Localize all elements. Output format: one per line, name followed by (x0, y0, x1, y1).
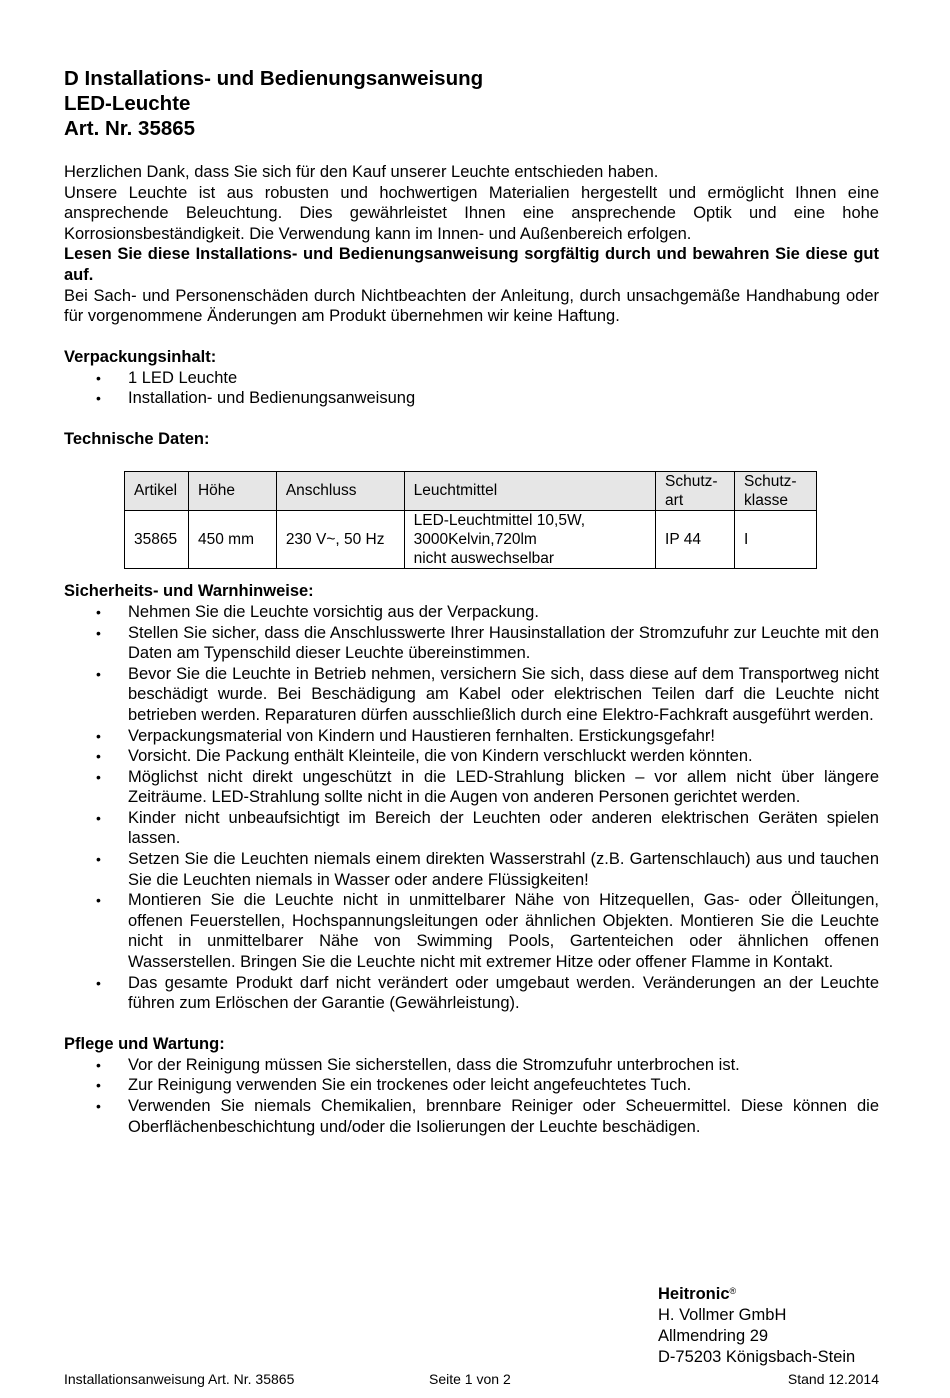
company-city: D-75203 Königsbach-Stein (658, 1348, 856, 1366)
list-item: • Installation- und Bedienungsanweisung (64, 388, 879, 409)
leuchtmittel-line: nicht auswechselbar (413, 549, 555, 567)
footer-doc-ref: Installationsanweisung Art. Nr. 35865 (64, 1371, 295, 1387)
list-item: • Möglichst nicht direkt ungeschützt in die LED-Strahlung blicken – vor allem nicht über längere Zeiträume. LED-Strahlung sollte nicht in die Augen von anderen Personen gerichtet werden. (64, 767, 879, 808)
footer-date: Stand 12.2014 (787, 1371, 879, 1387)
intro-thanks: Herzlichen Dank, dass Sie sich für den Kauf unserer Leuchte entschieden haben. (64, 163, 659, 181)
specs-heading: Technische Daten: (64, 429, 210, 448)
list-item: • Verpackungsmaterial von Kindern und Haustieren fernhalten. Erstickungsgefahr! (64, 726, 879, 747)
intro-read-notice: Lesen Sie diese Installations- und Bedienungsanweisung sorgfältig durch und bewahren Sie diese gut auf. (64, 245, 879, 284)
list-item: • Kinder nicht unbeaufsichtigt im Bereich der Leuchten oder anderen elektrischen Geräten spielen lassen. (64, 808, 879, 849)
cell-anschluss: 230 V~, 50 Hz (276, 510, 404, 568)
cell-schutzart: IP 44 (656, 510, 735, 568)
leuchtmittel-line: 3000Kelvin,720lm (413, 530, 537, 548)
intro-liability: Bei Sach- und Personenschäden durch Nichtbeachten der Anleitung, durch unsachgemäße Handhabung oder für vorgenommene Änderungen am Produkt übernehmen wir keine Haftung. (64, 286, 879, 326)
safety-section (64, 581, 879, 1014)
company-street: Allmendring 29 (658, 1327, 769, 1345)
care-section (64, 1034, 879, 1137)
list-item: • Stellen Sie sicher, dass die Anschlusswerte Ihrer Hausinstallation der Stromzufuhr zur Leuchte mit den Daten am Typenschild dieser Leuchte übereinstimmen. (64, 623, 879, 664)
list-item: • Setzen Sie die Leuchten niemals einem direkten Wasserstrahl (z.B. Gartenschlauch) aus und tauchen Sie die Leuchten niemals in Wasser oder andere Flüssigkeiten! (64, 849, 879, 890)
packaging-list (64, 368, 879, 409)
table-header-row (125, 471, 817, 510)
registered-mark: ® (729, 1286, 737, 1296)
list-item: • Das gesamte Produkt darf nicht verändert oder umgebaut werden. Veränderungen an der Leuchte führen zum Erlöschen der Garantie (Gewährleistung). (64, 973, 879, 1014)
header-hoehe: Höhe (188, 471, 276, 510)
list-item: • Verwenden Sie niemals Chemikalien, brennbare Reiniger oder Scheuermittel. Diese können die Oberflächenbeschichtung und/oder die Isolierungen der Leuchte beschädigen. (64, 1096, 879, 1137)
header-anschluss: Anschluss (276, 471, 404, 510)
header-schutzart: Schutz- art (656, 471, 735, 510)
document-title: D Installations- und Bedienungsanweisung (64, 67, 484, 90)
list-item: • Zur Reinigung verwenden Sie ein trockenes oder leicht angefeuchtetes Tuch. (64, 1075, 879, 1096)
list-item: • Nehmen Sie die Leuchte vorsichtig aus der Verpackung. (64, 602, 879, 623)
care-list (64, 1055, 879, 1137)
cell-schutzklasse: I (735, 510, 817, 568)
brand-name: Heitronic (658, 1285, 730, 1303)
company-address (658, 1284, 855, 1368)
intro-section (64, 162, 879, 327)
list-item: • Montieren Sie die Leuchte nicht in unmittelbarer Nähe von Hitzequellen, Gas- oder Ölleitungen, offenen Feuerstellen, Hochspannungsleitungen oder ähnlichen Objekten. Montieren Sie die Leuchte nicht in unmittelbarer Nähe von Swimming Pools, Gartenteichen oder ähnlichen offenen Wasserstellen. Bringen Sie die Leuchte nicht mit extremer Hitze oder offener Flamme in Kontakt. (64, 890, 879, 972)
company-name: H. Vollmer GmbH (658, 1306, 787, 1324)
article-number: Art. Nr. 35865 (64, 117, 196, 140)
specs-section (64, 429, 879, 569)
cell-artikel: 35865 (125, 510, 189, 568)
header-schutzklasse: Schutz- klasse (735, 471, 817, 510)
list-item: • Bevor Sie die Leuchte in Betrieb nehmen, versichern Sie sich, dass diese auf dem Transportweg nicht beschädigt wurde. Bei Beschädigung am Kabel oder elektrischen Teilen darf die Leuchte nicht betrieben werden. Reparaturen dürfen ausschließlich durch eine Elektro-Fachkraft ausgeführt werden. (64, 664, 879, 726)
packaging-heading: Verpackungsinhalt: (64, 347, 217, 366)
safety-list (64, 602, 879, 1014)
header-artikel: Artikel (125, 471, 189, 510)
title-block (64, 66, 879, 141)
list-item: • 1 LED Leuchte (64, 368, 879, 389)
specs-table (124, 471, 817, 569)
cell-leuchtmittel (404, 510, 655, 568)
safety-heading: Sicherheits- und Warnhinweise: (64, 581, 314, 600)
document-page (64, 66, 879, 1137)
leuchtmittel-line: LED-Leuchtmittel 10,5W, (413, 511, 586, 529)
list-item: • Vorsicht. Die Packung enthält Kleinteile, die von Kindern verschluckt werden könnten. (64, 746, 879, 767)
list-item: • Vor der Reinigung müssen Sie sicherstellen, dass die Stromzufuhr unterbrochen ist. (64, 1055, 879, 1076)
footer-page-number: Seite 1 von 2 (429, 1371, 511, 1387)
table-row (125, 510, 817, 568)
intro-description: Unsere Leuchte ist aus robusten und hochwertigen Materialien hergestellt und ermöglicht Ihnen eine ansprechende Beleuchtung. Dies gewährleistet Ihnen eine ansprechende Optik und eine hohe Korrosionsbeständigkeit. Die Verwendung kann im Innen- und Außenbereich erfolgen. (64, 183, 879, 243)
packaging-section (64, 347, 879, 409)
care-heading: Pflege und Wartung: (64, 1034, 225, 1053)
header-leuchtmittel: Leuchtmittel (404, 471, 655, 510)
product-name: LED-Leuchte (64, 92, 191, 115)
cell-hoehe: 450 mm (188, 510, 276, 568)
